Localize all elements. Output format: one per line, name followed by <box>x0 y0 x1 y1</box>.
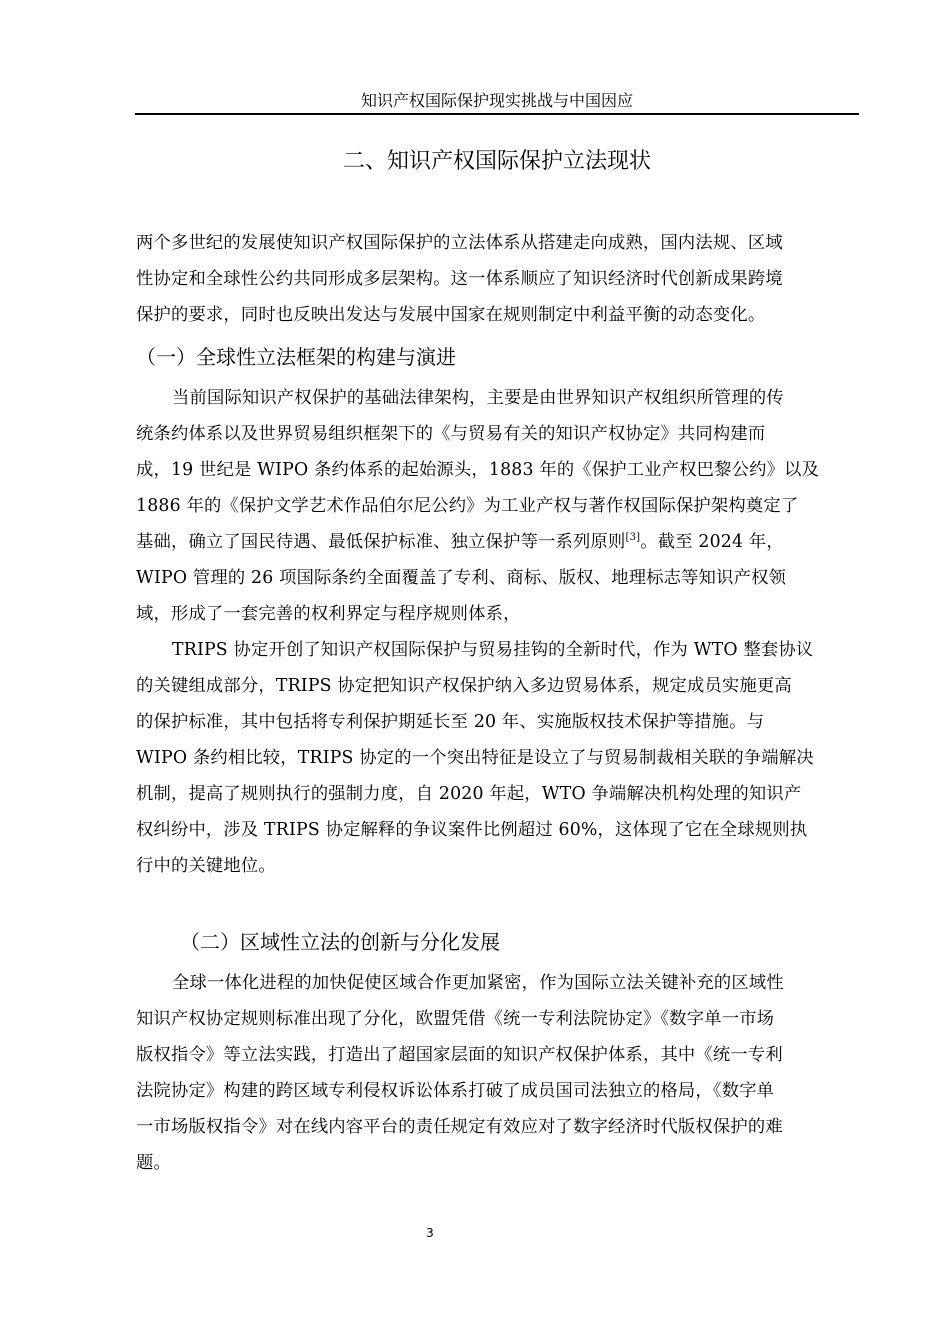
text-line: 的关键组成部分，TRIPS 协定把知识产权保护纳入多边贸易体系，规定成员实施更高 <box>136 676 792 696</box>
paragraph-trips <box>136 632 858 884</box>
text-line: 保护的要求，同时也反映出发达与发展中国家在规则制定中利益平衡的动态变化。 <box>136 305 766 325</box>
text-line: TRIPS 协定开创了知识产权国际保护与贸易挂钩的全新时代，作为 WTO 整套协议 <box>172 640 814 660</box>
text-line: 成，19 世纪是 WIPO 条约体系的起始源头，1883 年的《保护工业产权巴黎公约》以及 <box>136 460 820 480</box>
header-divider <box>135 113 859 115</box>
text-line: 版权指令》等立法实践，打造出了超国家层面的知识产权保护体系，其中《统一专利 <box>136 1045 783 1065</box>
running-header: 知识产权国际保护现实挑战与中国因应 <box>360 91 633 110</box>
paragraph-regional <box>136 965 858 1181</box>
text-line: 法院协定》构建的跨区域专利侵权诉讼体系打破了成员国司法独立的格局，《数字单 <box>136 1081 775 1101</box>
citation-ref: [3] <box>625 532 641 544</box>
text-line: 全球一体化进程的加快促使区域合作更加紧密，作为国际立法关键补充的区域性 <box>172 973 784 993</box>
text-line: 性协定和全球性公约共同形成多层架构。这一体系顺应了知识经济时代创新成果跨境 <box>136 269 783 289</box>
text-line: 当前国际知识产权保护的基础法律架构，主要是由世界知识产权组织所管理的传 <box>172 388 784 408</box>
text-line: 知识产权协定规则标准出现了分化，欧盟凭借《统一专利法院协定》《数字单一市场 <box>136 1009 775 1029</box>
section-heading-regional: （二）区域性立法的创新与分化发展 <box>180 930 500 954</box>
text-line: WIPO 条约相比较，TRIPS 协定的一个突出特征是设立了与贸易制裁相关联的争端解决 <box>136 748 814 768</box>
text-line: 两个多世纪的发展使知识产权国际保护的立法体系从搭建走向成熟，国内法规、区域 <box>136 233 783 253</box>
text-line: 机制，提高了规则执行的强制力度，自 2020 年起，WTO 争端解决机构处理的知识产 <box>136 784 802 804</box>
section-heading-global: （一）全球性立法框架的构建与演进 <box>136 345 456 369</box>
text-line: 权纠纷中，涉及 TRIPS 协定解释的争议案件比例超过 60%，这体现了它在全球规则执 <box>136 820 808 840</box>
page-number: 3 <box>426 1226 434 1240</box>
text-line: WIPO 管理的 26 项国际条约全面覆盖了专利、商标、版权、地理标志等知识产权领 <box>136 568 787 588</box>
text-segment: 。截至 2024 年， <box>640 532 784 552</box>
paragraph-global-framework <box>136 380 858 632</box>
text-line: 一市场版权指令》对在线内容平台的责任规定有效应对了数字经济时代版权保护的难 <box>136 1117 783 1137</box>
text-line: 域，形成了一套完善的权利界定与程序规则体系， <box>136 604 521 624</box>
text-line: 题。 <box>136 1153 171 1173</box>
text-line <box>136 524 858 560</box>
text-line: 的保护标准，其中包括将专利保护期延长至 20 年、实施版权技术保护等措施。与 <box>136 712 765 732</box>
text-line: 1886 年的《保护文学艺术作品伯尔尼公约》为工业产权与著作权国际保护架构奠定了 <box>136 496 799 516</box>
intro-paragraph <box>136 225 858 333</box>
text-line: 统条约体系以及世界贸易组织框架下的《与贸易有关的知识产权协定》共同构建而 <box>136 424 766 444</box>
chapter-title: 二、知识产权国际保护立法现状 <box>342 149 651 174</box>
text-segment: 基础，确立了国民待遇、最低保护标准、独立保护等一系列原则 <box>136 532 626 552</box>
text-line: 行中的关键地位。 <box>136 856 276 876</box>
